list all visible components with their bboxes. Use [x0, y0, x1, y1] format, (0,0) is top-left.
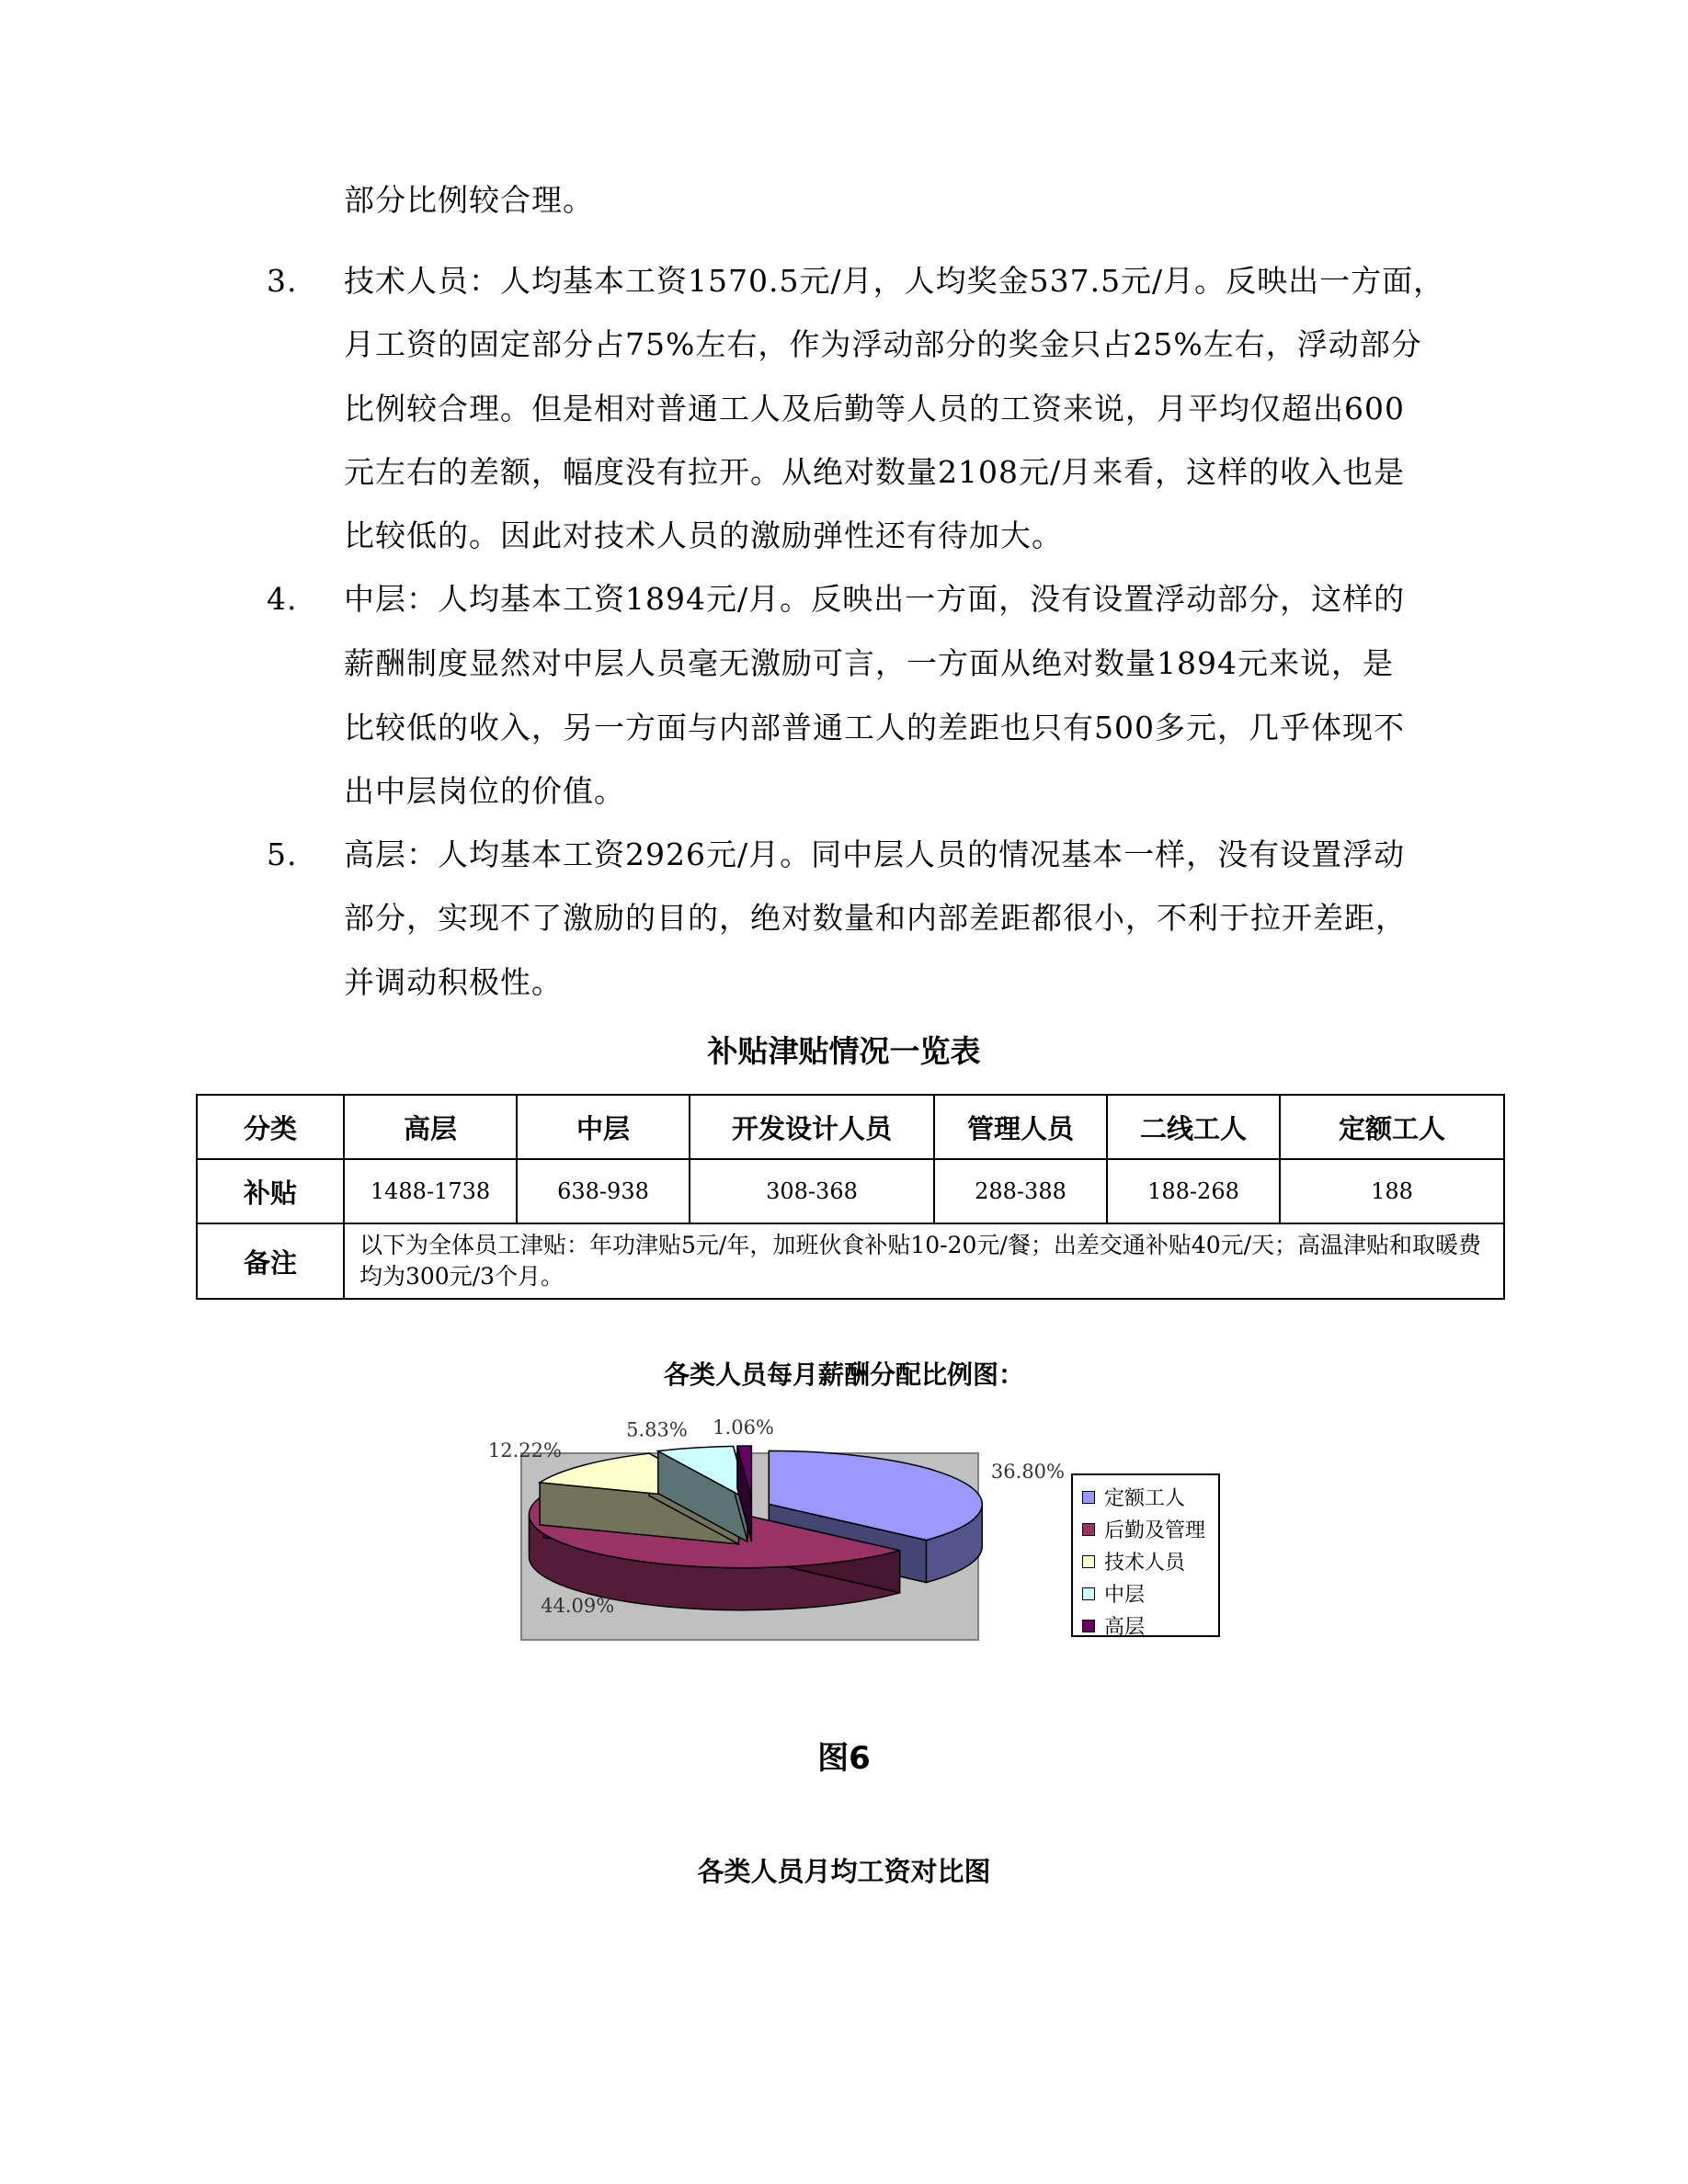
- table-cell: 288-388: [934, 1159, 1107, 1223]
- legend-swatch: [1082, 1620, 1095, 1632]
- paragraph-text: 技术人员：人均基本工资1570.5元/月，人均奖金537.5元/月。反映出一方面，: [344, 263, 1445, 299]
- row-label: 补贴: [197, 1159, 344, 1223]
- legend-item: [1082, 1610, 1218, 1642]
- table-cell: 1488-1738: [344, 1159, 517, 1223]
- table-header-cell: 二线工人: [1107, 1095, 1280, 1159]
- legend-item: [1082, 1513, 1218, 1545]
- list-number: 4.: [267, 581, 298, 617]
- paragraph-text: 中层：人均基本工资1894元/月。反映出一方面，没有设置浮动部分，这样的: [344, 581, 1406, 617]
- paragraph-text: 并调动积极性。: [344, 964, 563, 1000]
- legend-swatch: [1082, 1523, 1095, 1536]
- note-cell: 以下为全体员工津贴：年功津贴5元/年，加班伙食补贴10-20元/餐；出差交通补贴40元/天；高温津贴和取暖费均为300元/3个月。: [344, 1223, 1504, 1299]
- table-cell: 188: [1280, 1159, 1504, 1223]
- paragraph-text: 部分比例较合理。: [344, 182, 594, 218]
- paragraph-text: 出中层岗位的价值。: [344, 773, 625, 809]
- legend-item: [1082, 1577, 1218, 1610]
- table-header-cell: 管理人员: [934, 1095, 1107, 1159]
- table-cell: 308-368: [690, 1159, 934, 1223]
- paragraph-text: 比例较合理。但是相对普通工人及后勤等人员的工资来说，月平均仅超出600: [344, 391, 1405, 427]
- legend-item: [1082, 1545, 1218, 1577]
- row-label: 备注: [197, 1223, 344, 1299]
- paragraph-text: 比较低的收入，另一方面与内部普通工人的差距也只有500多元，几乎体现不: [344, 710, 1405, 745]
- table-cell: 638-938: [517, 1159, 690, 1223]
- pie-data-label: 44.09%: [541, 1594, 615, 1617]
- table-cell: 188-268: [1107, 1159, 1280, 1223]
- paragraph-text: 部分，实现不了激励的目的，绝对数量和内部差距都很小，不利于拉开差距，: [344, 900, 1407, 936]
- table-title: 补贴津贴情况一览表: [707, 1033, 981, 1069]
- list-number: 5.: [267, 836, 298, 872]
- legend-item: [1082, 1481, 1218, 1513]
- table-header-cell: 中层: [517, 1095, 690, 1159]
- legend-swatch: [1082, 1555, 1095, 1568]
- table-header-cell: 开发设计人员: [690, 1095, 934, 1159]
- paragraph-text: 薪酬制度显然对中层人员毫无激励可言，一方面从绝对数量1894元来说，是: [344, 645, 1394, 681]
- legend-swatch: [1082, 1587, 1095, 1600]
- pie-data-label: 36.80%: [990, 1460, 1066, 1483]
- legend-label: 技术人员: [1104, 1552, 1186, 1575]
- chart-legend: [1071, 1473, 1220, 1637]
- legend-label: 高层: [1104, 1616, 1146, 1639]
- pie-data-label: 12.22%: [487, 1439, 562, 1462]
- legend-label: 中层: [1104, 1584, 1146, 1607]
- pie-data-label: 5.83%: [626, 1418, 688, 1441]
- paragraph-text: 高层：人均基本工资2926元/月。同中层人员的情况基本一样，没有设置浮动: [344, 836, 1406, 872]
- list-number: 3.: [267, 263, 298, 299]
- legend-label: 后勤及管理: [1104, 1519, 1206, 1542]
- legend-label: 定额工人: [1104, 1487, 1186, 1510]
- paragraph-text: 元左右的差额，幅度没有拉开。从绝对数量2108元/月来看，这样的收入也是: [344, 454, 1406, 490]
- pie-data-label: 1.06%: [713, 1416, 774, 1439]
- table-header-cell: 定额工人: [1280, 1095, 1504, 1159]
- chart-title: 各类人员每月薪酬分配比例图：: [663, 1359, 1024, 1390]
- figure-label: 图6: [817, 1740, 871, 1777]
- table-header-cell: 高层: [344, 1095, 517, 1159]
- table-header-cell: 分类: [197, 1095, 344, 1159]
- next-chart-title: 各类人员月均工资对比图: [697, 1856, 991, 1887]
- paragraph-text: 月工资的固定部分占75%左右，作为浮动部分的奖金只占25%左右，浮动部分: [344, 326, 1422, 362]
- legend-swatch: [1082, 1491, 1095, 1504]
- paragraph-text: 比较低的。因此对技术人员的激励弹性还有待加大。: [344, 518, 1063, 553]
